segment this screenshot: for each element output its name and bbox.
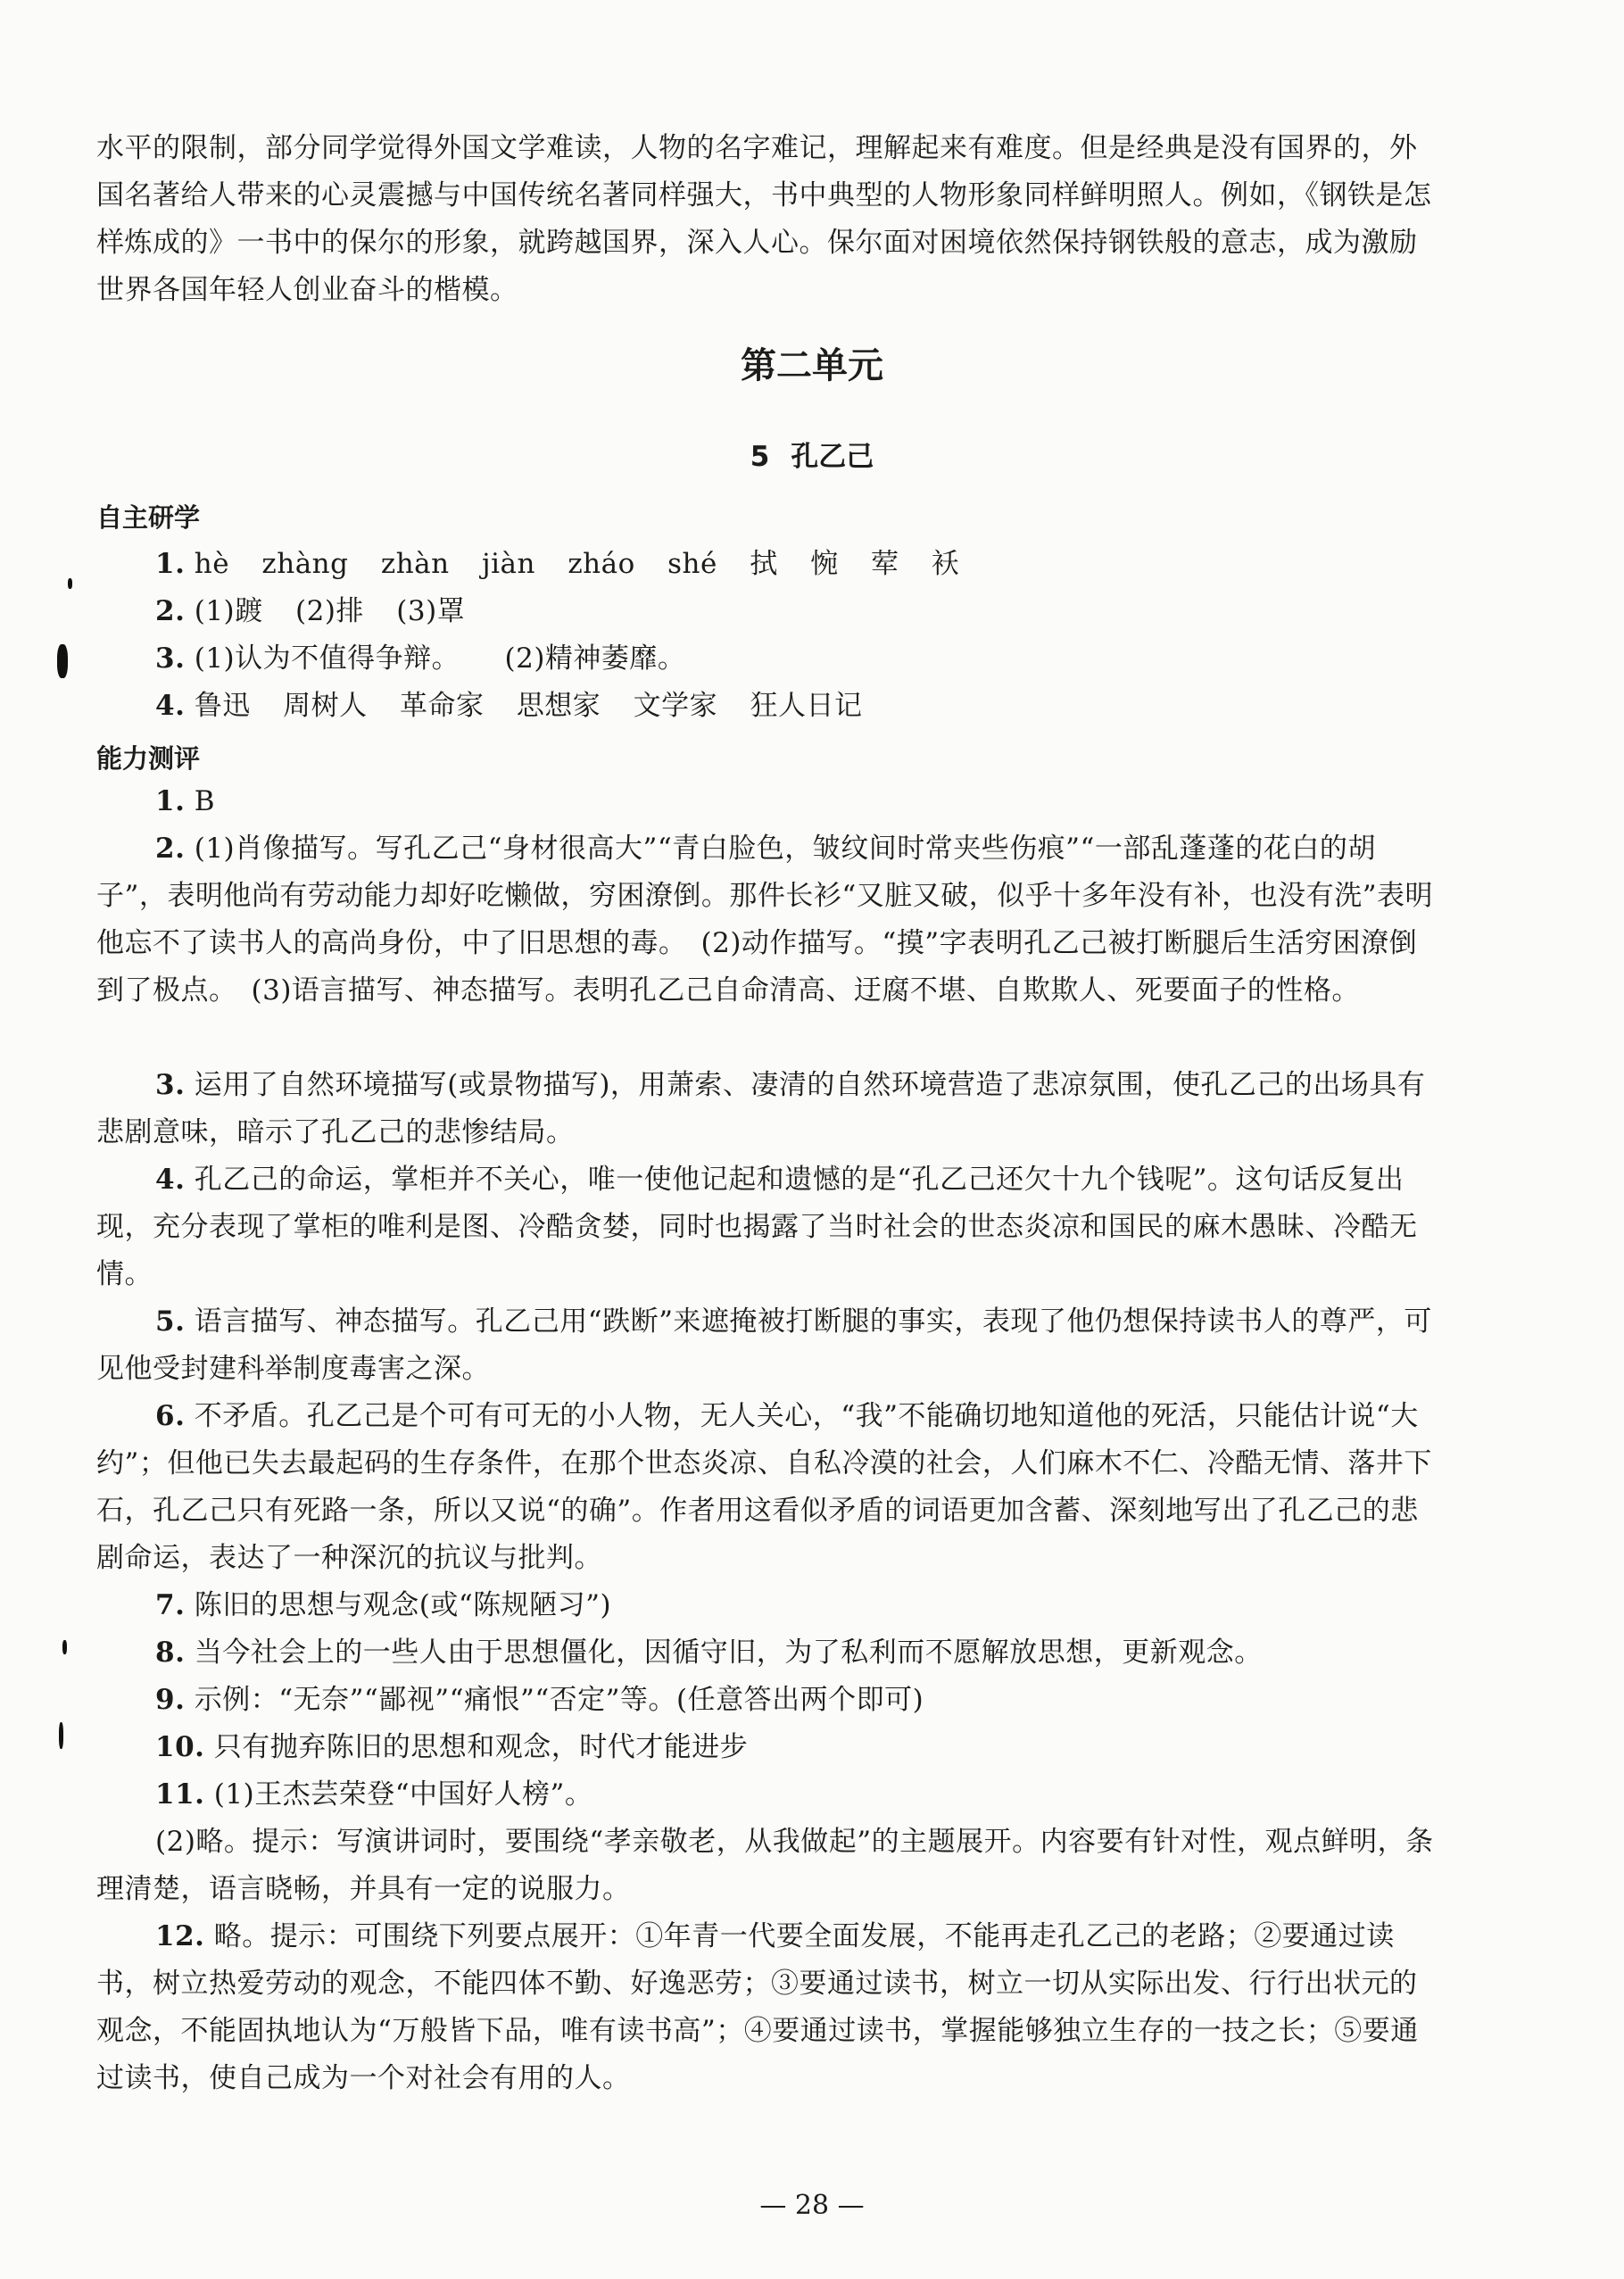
answer-5: 5. 语言描写、神态描写。孔乙己用“跌断”来遮掩被打断腿的事实，表现了他仍想保持读书人的尊严，可见他受封建科举制度毒害之深。 <box>96 1305 1432 1385</box>
unit-title: 第二单元 <box>741 345 883 386</box>
answer-1: 1. B <box>155 785 216 817</box>
answer-9: 9. 示例：“无奈”“鄙视”“痛恨”“否定”等。(任意答出两个即可) <box>155 1684 924 1716</box>
answer-7: 7. 陈旧的思想与观念(或“陈规陋习”) <box>155 1589 612 1621</box>
self-study-item-1: 1. hè zhàng zhàn jiàn zháo shé 拭 惋 荤 袄 <box>155 548 960 580</box>
answer-10: 10. 只有抛弃陈旧的思想和观念，时代才能进步 <box>155 1731 749 1763</box>
answer-8: 8. 当今社会上的一些人由于思想僵化，因循守旧，为了私利而不愿解放思想，更新观念。 <box>155 1637 1263 1669</box>
answer-6: 6. 不矛盾。孔乙己是个可有可无的小人物，无人关心，“我”不能确切地知道他的死活，只能估计说“大约”；但他已失去最起码的生存条件，在那个世态炎凉、自私冷漠的社会，人们麻木不仁、冷酷无情、落井下石，孔乙己只有死路一条，所以又说“的确”。作者用这看似矛盾的词语更加含蓄、深刻地写出了孔乙己的悲剧命运，表达了一种深沉的抗议与批判。 <box>96 1400 1432 1574</box>
self-study-item-4: 4. 鲁迅 周树人 革命家 思想家 文学家 狂人日记 <box>155 690 863 722</box>
self-study-item-3: 3. (1)认为不值得争辩。 (2)精神萎靡。 <box>155 642 686 675</box>
answer-3: 3. 运用了自然环境描写(或景物描写)，用萧索、凄清的自然环境营造了悲凉氛围，使孔乙己的出场具有悲剧意味，暗示了孔乙己的悲惨结局。 <box>96 1069 1426 1148</box>
answer-12: 12. 略。提示：可围绕下列要点展开：①年青一代要全面发展，不能再走孔乙己的老路；②要通过读书，树立热爱劳动的观念，不能四体不勤、好逸恶劳；③要通过读书，树立一切从实际出发、行行出状元的观念，不能固执地认为“万般皆下品，唯有读书高”；④要通过读书，掌握能够独立生存的一技之长；⑤要通过读书，使自己成为一个对社会有用的人。 <box>96 1920 1419 2094</box>
lesson-number: 5 <box>750 441 770 473</box>
scan-mark <box>57 644 68 678</box>
lesson-name: 孔乙己 <box>791 441 874 473</box>
self-study-item-2: 2. (1)踱 (2)排 (3)罩 <box>155 595 466 627</box>
scan-mark <box>59 1722 63 1749</box>
answer-11-part-1: 11. (1)王杰芸荣登“中国好人榜”。 <box>155 1778 593 1811</box>
section-heading-self-study: 自主研学 <box>96 502 201 533</box>
answer-4: 4. 孔乙己的命运，掌柜并不关心，唯一使他记起和遗憾的是“孔乙己还欠十九个钱呢”。这句话反复出现，充分表现了掌柜的唯利是图、冷酷贪婪，同时也揭露了当时社会的世态炎凉和国民的麻木愚昧、冷酷无情。 <box>96 1164 1418 1290</box>
intro-paragraph: 水平的限制，部分同学觉得外国文学难读，人物的名字难记，理解起来有难度。但是经典是没有国界的，外国名著给人带来的心灵震撼与中国传统名著同样强大，书中典型的人物形象同样鲜明照人。例如，《钢铁是怎样炼成的》一书中的保尔的形象，就跨越国界，深入人心。保尔面对困境依然保持钢铁般的意志，成为激励世界各国年轻人创业奋斗的楷模。 <box>96 132 1432 306</box>
scan-mark <box>68 578 72 589</box>
scan-mark <box>62 1640 67 1654</box>
answer-2: 2. (1)肖像描写。写孔乙己“身材很高大”“青白脸色，皱纹间时常夹些伤痕”“一部乱蓬蓬的花白的胡子”，表明他尚有劳动能力却好吃懒做，穷困潦倒。那件长衫“又脏又破，似乎十多年没有补，也没有洗”表明他忘不了读书人的高尚身份，中了旧思想的毒。 (2)动作描写。“摸”字表明孔乙己被打断腿后生活穷困潦倒到了极点。 (3)语言描写、神态描写。表明孔乙己自命清高、迂腐不堪、自欺欺人、死要面子的性格。 <box>96 833 1434 1007</box>
page-number: — 28 — <box>759 2190 865 2221</box>
lesson-title <box>0 434 1624 474</box>
section-heading-ability: 能力测评 <box>96 743 201 774</box>
answer-11-part-2: (2)略。提示：写演讲词时，要围绕“孝亲敬老，从我做起”的主题展开。内容要有针对性，观点鲜明，条理清楚，语言晓畅，并具有一定的说服力。 <box>96 1826 1434 1905</box>
